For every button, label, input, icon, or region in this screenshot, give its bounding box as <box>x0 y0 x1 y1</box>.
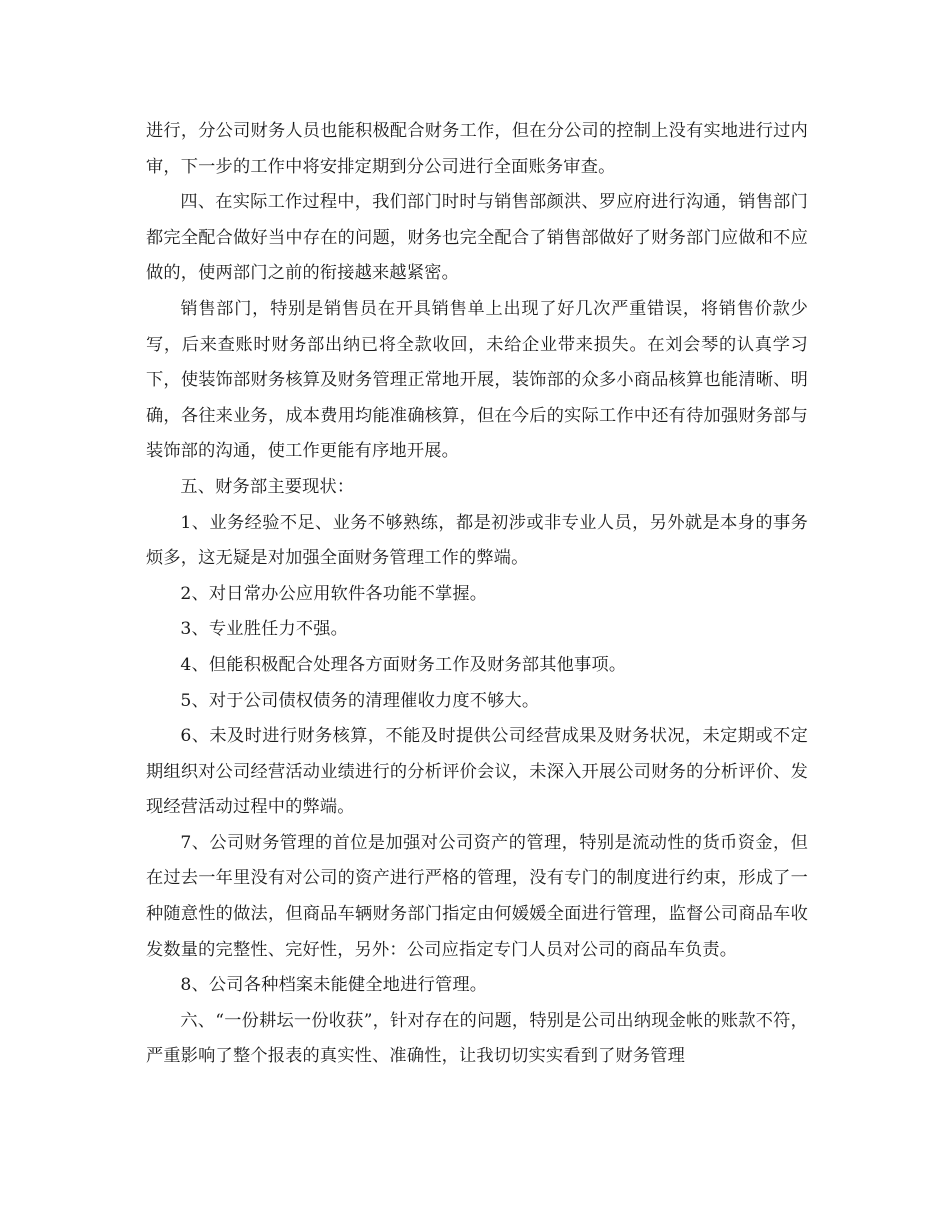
list-item-4: 4、但能积极配合处理各方面财务工作及财务部其他事项。 <box>180 654 627 675</box>
document-body <box>146 114 808 1075</box>
paragraph-continuation: 进行，分公司财务人员也能积极配合财务工作，但在分公司的控制上没有实地进行过内审，下一步的工作中将安排定期到分公司进行全面账务审查。 <box>146 121 808 177</box>
section-heading-five: 五、财务部主要现状： <box>180 476 355 497</box>
list-item-1: 1、业务经验不足、业务不够熟练，都是初涉或非专业人员，另外就是本身的事务烦多，这无疑是对加强全面财务管理工作的弊端。 <box>146 512 808 569</box>
list-item-3: 3、专业胜任力不强。 <box>180 619 349 640</box>
list-item-7: 7、公司财务管理的首位是加强对公司资产的管理，特别是流动性的货币资金，但在过去一年里没有对公司的资产进行严格的管理，没有专门的制度进行约束，形成了一种随意性的做法，但商品车辆财务部门指定由何媛媛全面进行管理，监督公司商品车收发数量的完整性、完好性，另外：公司应指定专门人员对公司的商品车负责。 <box>146 832 808 960</box>
paragraph-section-four: 四、在实际工作过程中，我们部门时时与销售部颜洪、罗应府进行沟通，销售部门都完全配合做好当中存在的问题，财务也完全配合了销售部做好了财务部门应做和不应做的，使两部门之前的衔接越来越紧密。 <box>146 192 808 284</box>
list-item-6: 6、未及时进行财务核算，不能及时提供公司经营成果及财务状况，未定期或不定期组织对公司经营活动业绩进行的分析评价会议，未深入开展公司财务的分析评价、发现经营活动过程中的弊端。 <box>146 726 808 818</box>
paragraph-section-six: 六、“一份耕坛一份收获”，针对存在的问题，特别是公司出纳现金帐的账款不符，严重影响了整个报表的真实性、准确性，让我切切实实看到了财务管理 <box>146 1010 808 1067</box>
paragraph-sales-department: 销售部门，特别是销售员在开具销售单上出现了好几次严重错误，将销售价款少写，后来查账时财务部出纳已将全款收回，未给企业带来损失。在刘会琴的认真学习下，使装饰部财务核算及财务管理正常地开展，装饰部的众多小商品核算也能清晰、明确，各往来业务，成本费用均能准确核算，但在今后的实际工作中还有待加强财务部与装饰部的沟通，使工作更能有序地开展。 <box>146 298 808 462</box>
list-item-2: 2、对日常办公应用软件各功能不掌握。 <box>180 583 488 604</box>
list-item-5: 5、对于公司债权债务的清理催收力度不够大。 <box>180 690 540 711</box>
list-item-8: 8、公司各种档案未能健全地进行管理。 <box>180 975 488 996</box>
